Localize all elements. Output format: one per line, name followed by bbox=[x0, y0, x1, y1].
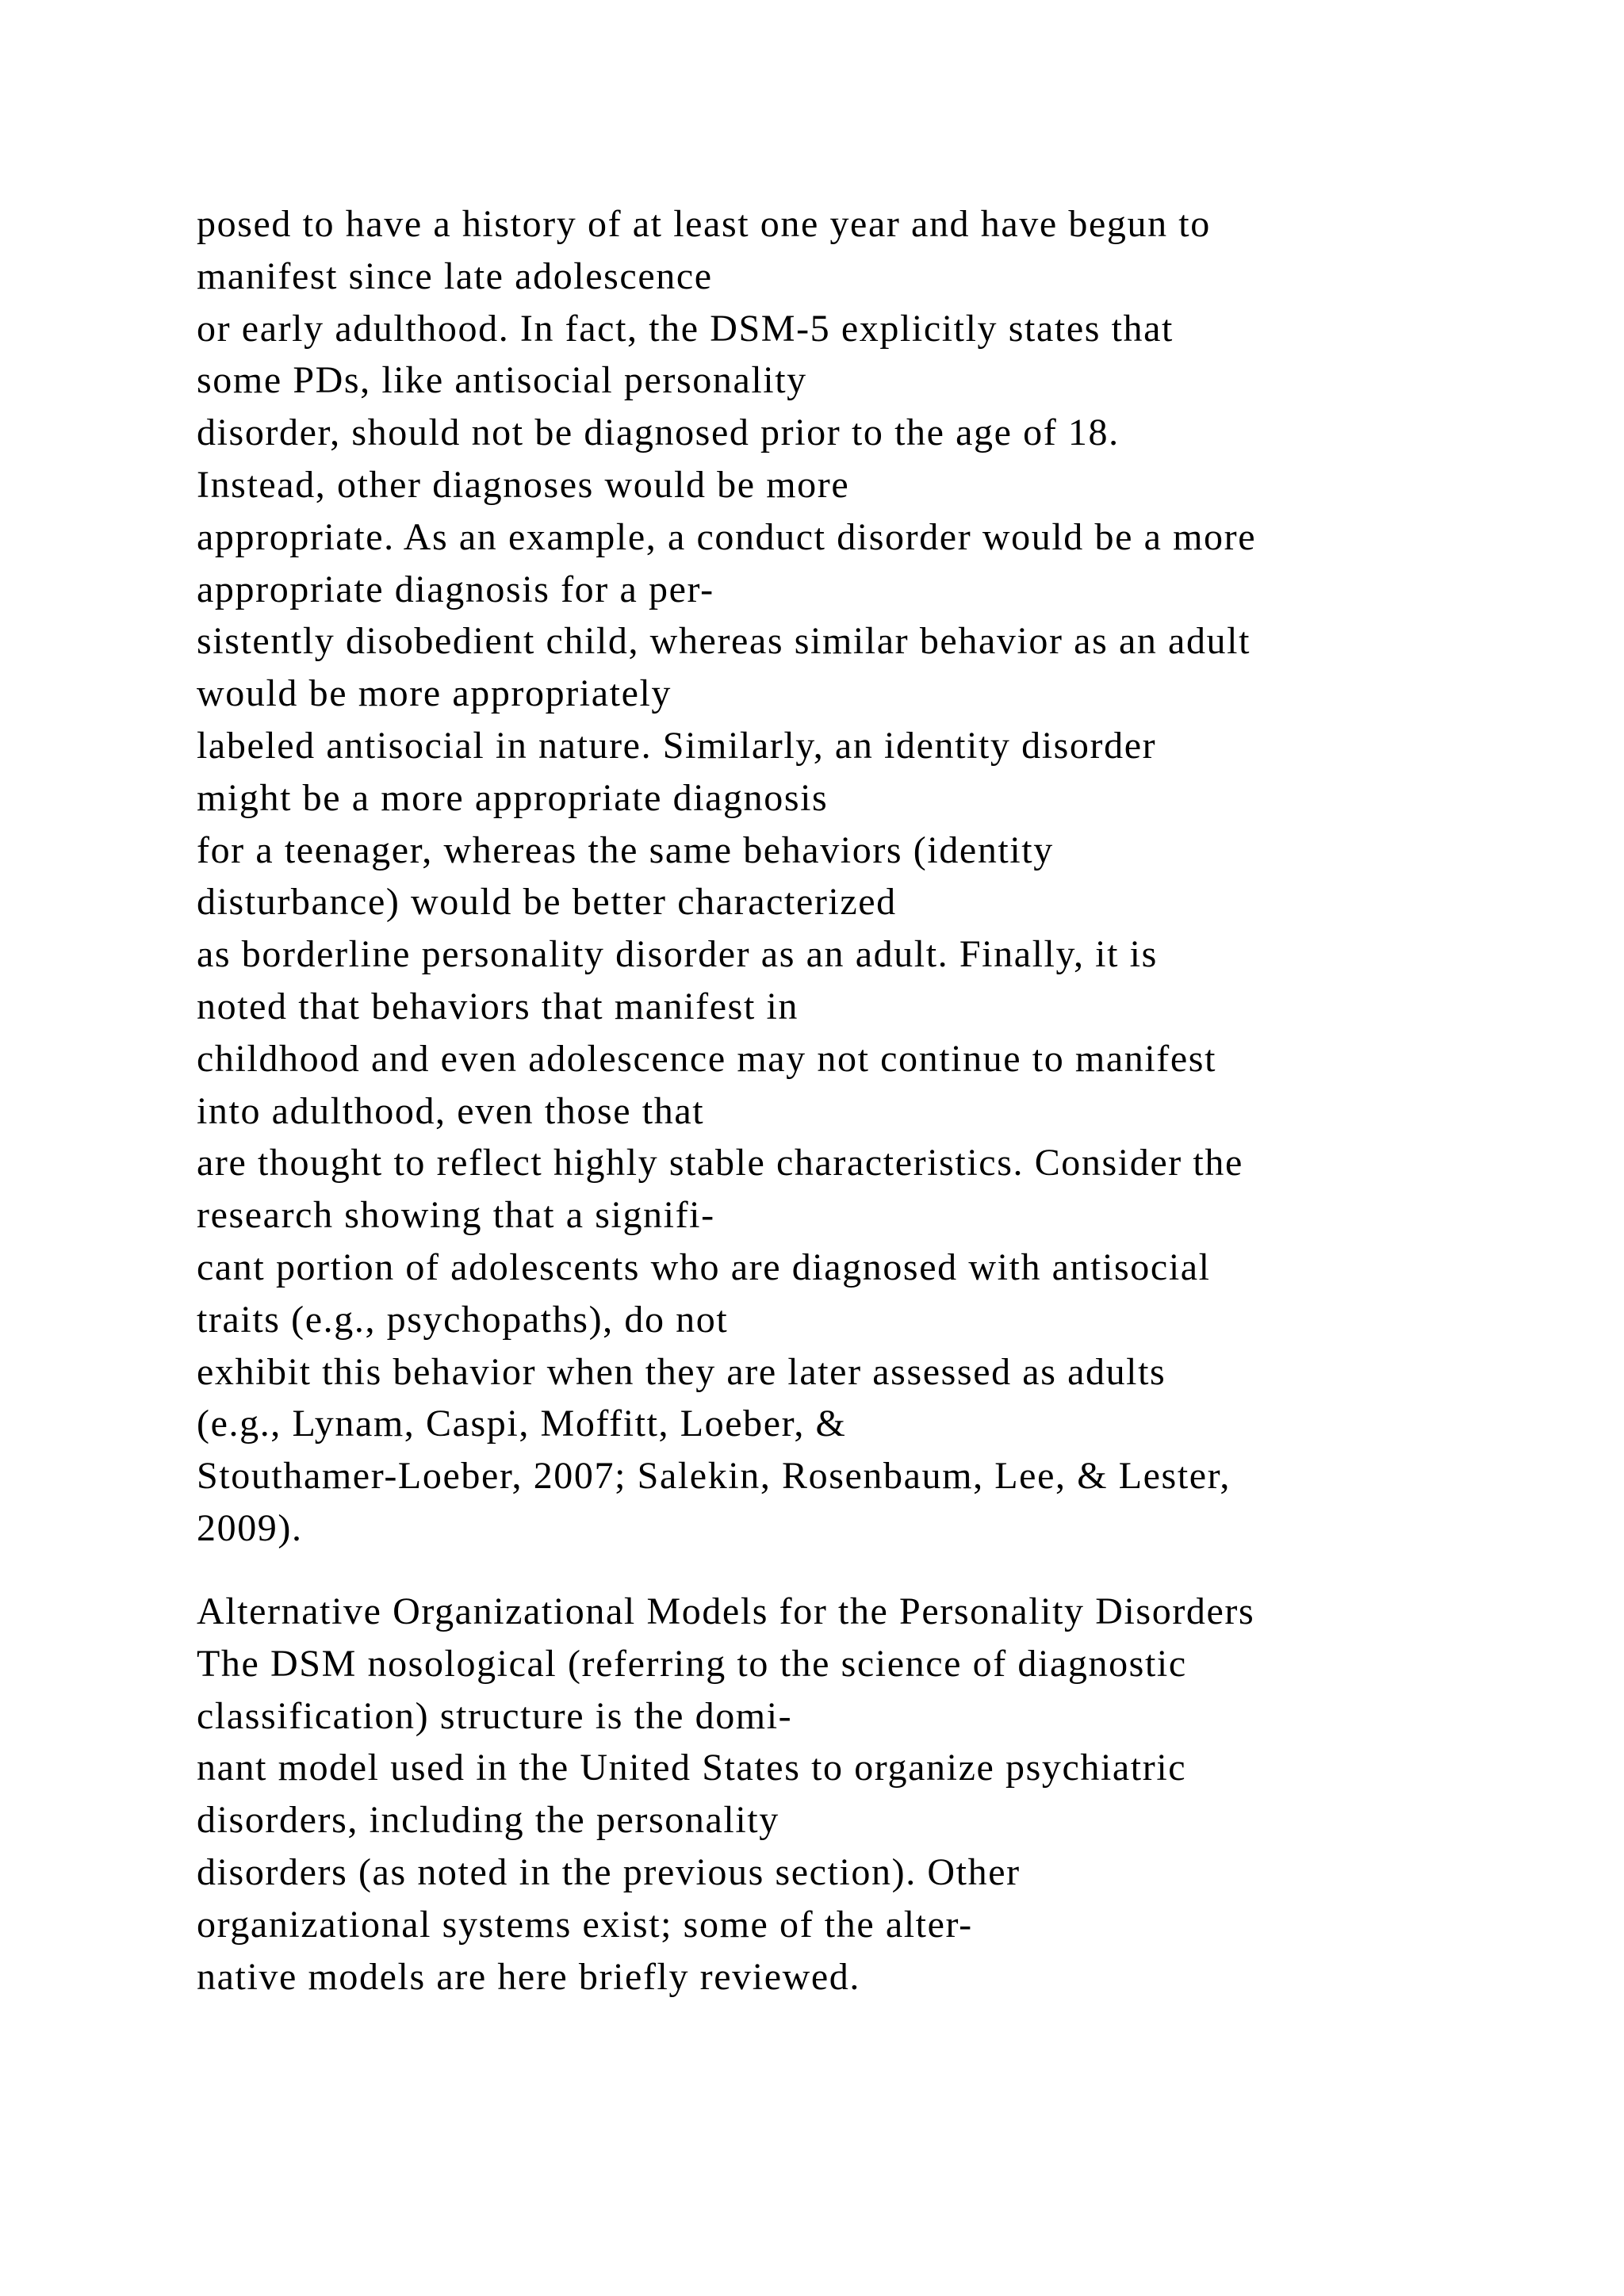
paragraph-1 bbox=[197, 198, 1561, 1555]
text-line: appropriate diagnosis for a per- bbox=[197, 568, 714, 610]
section-heading: Alternative Organizational Models for the Personality Disorders bbox=[197, 1590, 1255, 1632]
text-line: would be more appropriately bbox=[197, 672, 672, 715]
text-line: childhood and even adolescence may not continue to manifest bbox=[197, 1037, 1217, 1080]
text-line: (e.g., Lynam, Caspi, Moffitt, Loeber, & bbox=[197, 1402, 847, 1445]
text-line: The DSM nosological (referring to the science of diagnostic bbox=[197, 1642, 1187, 1685]
text-line: might be a more appropriate diagnosis bbox=[197, 776, 829, 819]
text-line: manifest since late adolescence bbox=[197, 254, 713, 297]
text-line: native models are here briefly reviewed. bbox=[197, 1955, 860, 1998]
text-line: organizational systems exist; some of the alter- bbox=[197, 1903, 973, 1946]
text-line: as borderline personality disorder as an adult. Finally, it is bbox=[197, 933, 1158, 976]
text-line: 2009). bbox=[197, 1506, 303, 1549]
text-line: traits (e.g., psychopaths), do not bbox=[197, 1298, 729, 1341]
text-line: appropriate. As an example, a conduct disorder would be a more bbox=[197, 515, 1257, 558]
text-line: disorder, should not be diagnosed prior to the age of 18. bbox=[197, 411, 1120, 454]
text-line: disturbance) would be better characterized bbox=[197, 881, 897, 924]
text-line: or early adulthood. In fact, the DSM-5 explicitly states that bbox=[197, 307, 1174, 350]
text-line: are thought to reflect highly stable characteristics. Consider the bbox=[197, 1142, 1243, 1184]
text-line: into adulthood, even those that bbox=[197, 1089, 705, 1132]
text-line: noted that behaviors that manifest in bbox=[197, 985, 799, 1027]
text-line: labeled antisocial in nature. Similarly, an identity disorder bbox=[197, 724, 1157, 767]
text-line: disorders, including the personality bbox=[197, 1799, 779, 1842]
text-line: cant portion of adolescents who are diagnosed with antisocial bbox=[197, 1246, 1211, 1288]
text-line: posed to have a history of at least one year and have begun to bbox=[197, 203, 1211, 245]
text-line: exhibit this behavior when they are later assessed as adults bbox=[197, 1350, 1166, 1393]
text-line: research showing that a signifi- bbox=[197, 1194, 715, 1237]
text-line: some PDs, like antisocial personality bbox=[197, 359, 807, 402]
section-2 bbox=[197, 1586, 1561, 2003]
text-line: classification) structure is the domi- bbox=[197, 1694, 793, 1737]
text-line: disorders (as noted in the previous section). Other bbox=[197, 1850, 1021, 1893]
text-line: nant model used in the United States to organize psychiatric bbox=[197, 1747, 1187, 1789]
text-line: for a teenager, whereas the same behaviors (identity bbox=[197, 828, 1054, 871]
text-line: sistently disobedient child, whereas similar behavior as an adult bbox=[197, 620, 1251, 663]
text-line: Stouthamer-Loeber, 2007; Salekin, Rosenbaum, Lee, & Lester, bbox=[197, 1455, 1231, 1498]
text-line: Instead, other diagnoses would be more bbox=[197, 463, 850, 506]
